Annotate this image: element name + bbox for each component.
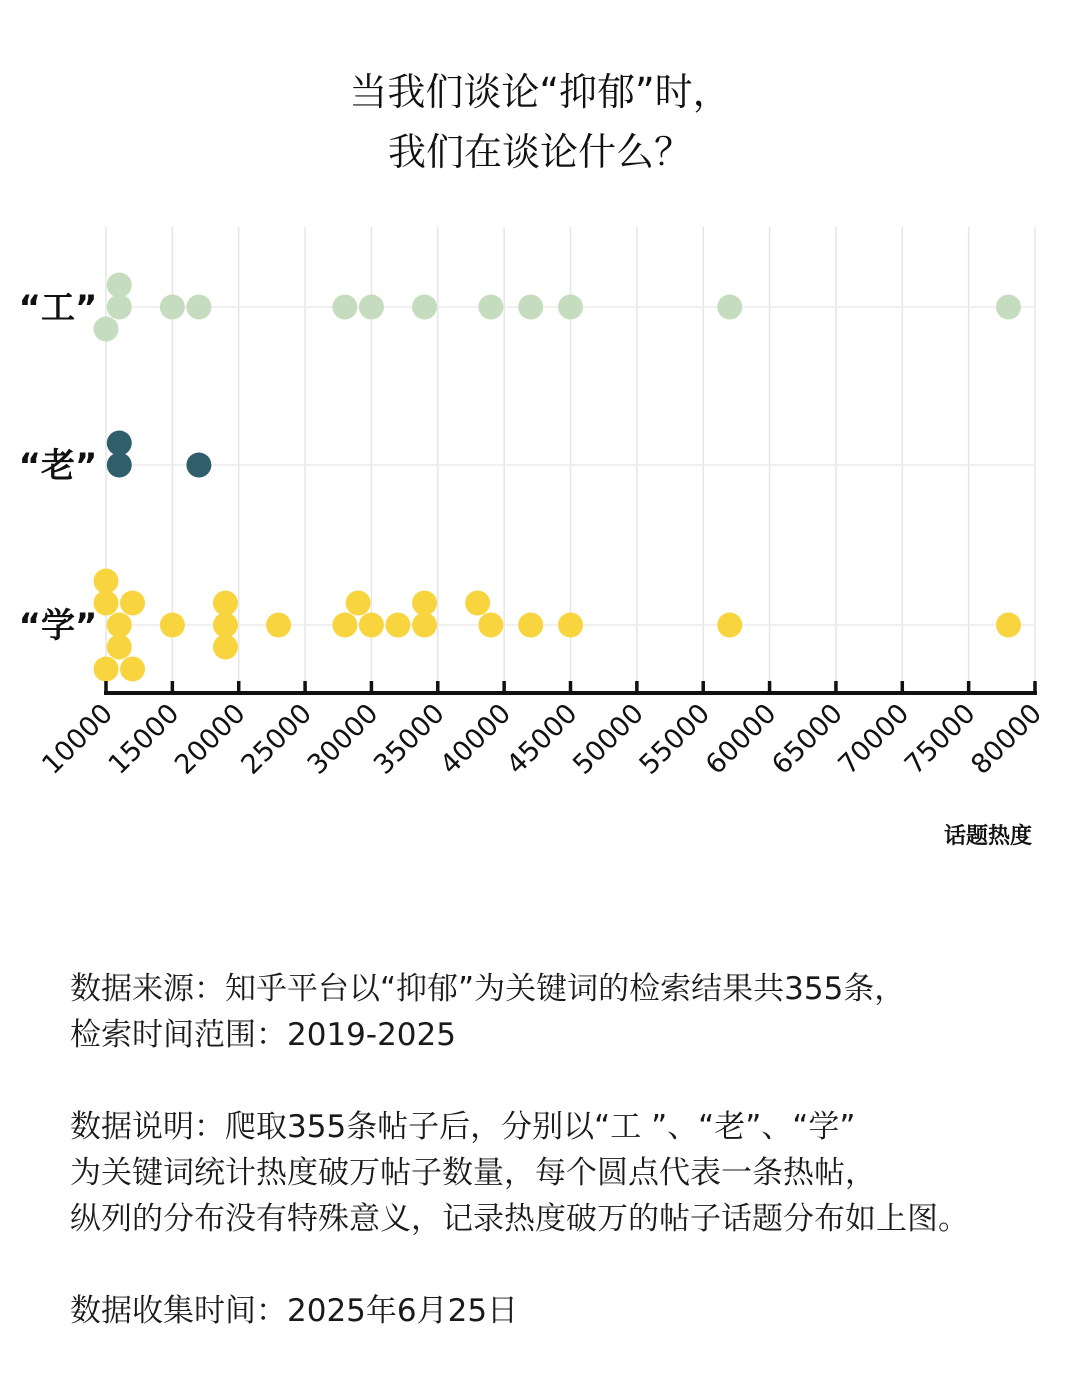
point-2-0 [94, 569, 119, 594]
point-2-11 [266, 613, 291, 638]
point-2-4 [107, 635, 132, 660]
notes [70, 966, 1060, 1380]
x-tick-label-6: 40000 [434, 698, 518, 781]
point-0-5 [332, 295, 357, 320]
title-line-1: 当我们谈论“抑郁”时， [349, 70, 731, 114]
point-2-15 [385, 613, 410, 638]
point-2-6 [120, 657, 145, 682]
point-2-22 [717, 613, 742, 638]
point-0-7 [412, 295, 437, 320]
point-2-21 [558, 613, 583, 638]
point-2-23 [996, 613, 1021, 638]
point-0-10 [558, 295, 583, 320]
x-tick-label-4: 30000 [301, 698, 385, 781]
x-tick-label-14: 80000 [965, 698, 1048, 781]
collection-date: 数据收集时间：2025年6月25日 [70, 1293, 519, 1329]
point-1-0 [107, 431, 132, 456]
x-tick-label-5: 35000 [368, 698, 451, 781]
point-0-4 [186, 295, 211, 320]
point-2-3 [107, 613, 132, 638]
x-tick-label-8: 50000 [567, 698, 650, 781]
point-0-9 [518, 295, 543, 320]
point-2-12 [332, 613, 357, 638]
point-0-6 [359, 295, 384, 320]
point-2-14 [359, 613, 384, 638]
point-2-7 [160, 613, 185, 638]
point-2-9 [213, 613, 238, 638]
description-line-1: 数据说明：爬取355条帖子后，分别以“工 ”、“老”、“学” [70, 1109, 856, 1145]
point-2-13 [346, 591, 371, 616]
source-note [70, 966, 1060, 1058]
description-line-2: 为关键词统计热度破万帖子数量，每个圆点代表一条热帖， [70, 1155, 876, 1191]
point-0-8 [478, 295, 503, 320]
point-2-10 [213, 635, 238, 660]
x-tick-label-9: 55000 [633, 698, 717, 781]
x-tick-label-12: 70000 [832, 698, 916, 781]
point-2-19 [478, 613, 503, 638]
source-line-2: 检索时间范围：2019-2025 [70, 1017, 456, 1053]
point-1-2 [186, 453, 211, 478]
category-labels [19, 288, 98, 646]
collection-date-note [70, 1288, 1060, 1334]
title-line-2: 我们在谈论什么？ [387, 130, 692, 174]
chart-title [0, 62, 1080, 182]
point-2-16 [412, 613, 437, 638]
point-0-11 [717, 295, 742, 320]
x-tick-label-1: 15000 [102, 698, 186, 781]
x-tick-label-0: 10000 [36, 698, 119, 781]
source-line-1: 数据来源：知乎平台以“抑郁”为关键词的检索结果共355条， [70, 971, 906, 1007]
category-label-1: “老” [18, 446, 98, 486]
category-label-2: “学” [18, 606, 98, 646]
x-tick-label-10: 60000 [699, 698, 783, 781]
point-0-12 [996, 295, 1021, 320]
data-points [94, 273, 1021, 682]
point-1-1 [107, 453, 132, 478]
x-tick-label-3: 25000 [235, 698, 319, 781]
description-note [70, 1104, 1060, 1242]
category-label-0: “工” [18, 288, 98, 328]
point-0-3 [160, 295, 185, 320]
x-tick-label-11: 65000 [766, 698, 849, 781]
x-tick-label-2: 20000 [168, 698, 252, 781]
description-line-3: 纵列的分布没有特殊意义，记录热度破万的帖子话题分布如上图。 [70, 1201, 969, 1237]
point-2-17 [412, 591, 437, 616]
beeswarm-chart [0, 215, 1080, 855]
point-2-18 [465, 591, 490, 616]
point-0-0 [107, 273, 132, 298]
point-2-20 [518, 613, 543, 638]
x-tick-label-13: 75000 [898, 698, 982, 781]
point-2-5 [94, 657, 119, 682]
x-axis-label: 话题热度 [943, 824, 1032, 849]
point-2-2 [120, 591, 145, 616]
x-tick-label-7: 45000 [500, 698, 584, 781]
point-0-1 [107, 295, 132, 320]
x-axis [36, 681, 1048, 781]
point-2-8 [213, 591, 238, 616]
